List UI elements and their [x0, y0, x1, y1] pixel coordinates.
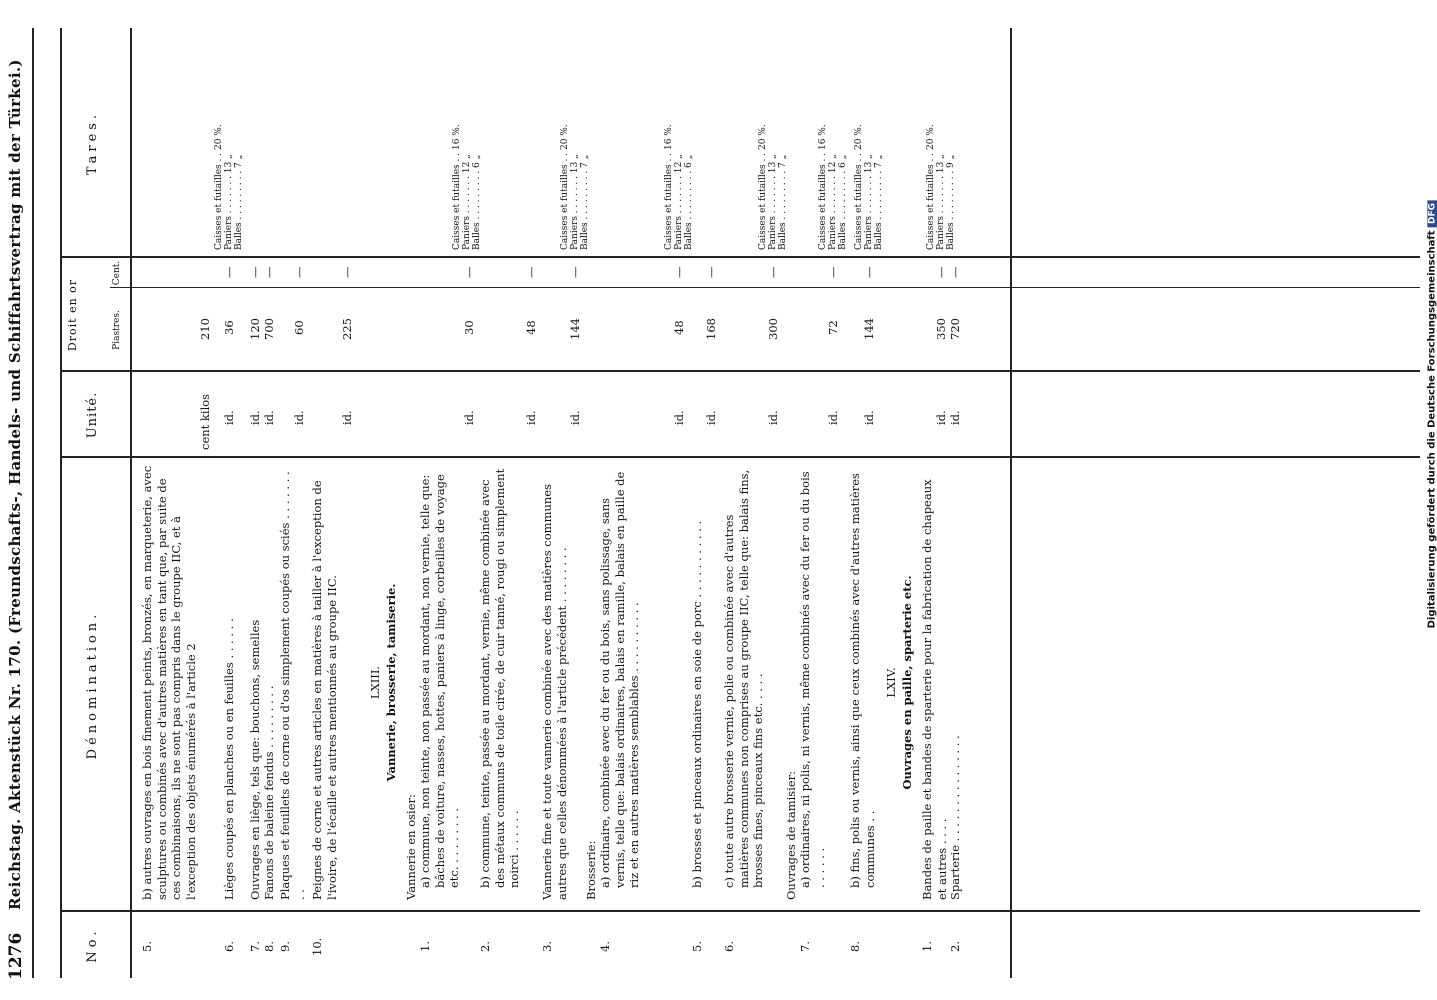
row-piastres: 72	[826, 320, 840, 335]
row-unite: id.	[524, 410, 538, 425]
row-denomination: Plaques et feuillets de corne ou d'os simplement coupés ou sciés . . . . . . . . .	[278, 471, 307, 900]
col-divider-den	[60, 456, 1420, 458]
row-unite: id.	[672, 410, 686, 425]
section-title: Vannerie, brosserie, tamiserie.	[384, 583, 398, 782]
row-denomination: Bandes de paille et bandes de sparterie pour la fabrication de chapeaux et autres . . . .	[920, 479, 949, 900]
table-top-rule	[60, 28, 62, 978]
row-denomination: Peignes de corne et autres articles en matières à tailler à l'exception de l'ivoire, de l'écaille et autres mentionnés au groupe IIC.	[310, 480, 339, 900]
row-denomination: a) commune, non teinte, non passée au mordant, non vernie, telle que: bâches de voiture, nasses, hottes, paniers à linge, corbeilles de voyage etc. . . . . . . . .	[418, 474, 461, 888]
row-no: 5.	[140, 941, 154, 952]
table-bottom-rule	[1010, 28, 1012, 978]
section-intro: Vannerie en osier:	[404, 794, 418, 900]
row-piastres: 210	[198, 318, 212, 340]
row-denomination: b) autres ouvrages en bois finement peints, bronzés, en marqueterie, avec sculptures ou combinés avec d'autres matières en tant que, par suite de ces combinaisons, ils ne sont pas compris dans le groupe IIC, et à l'exception des objets énumérés à l'article 2	[140, 465, 198, 900]
row-no: 10.	[310, 937, 324, 956]
row-cent: —	[462, 266, 476, 278]
row-piastres: 144	[568, 318, 582, 340]
col-divider-unite	[60, 370, 1420, 372]
running-head: Reichstag. Aktenstück Nr. 170. (Freundschafts-, Handels- und Schiffahrtsvertrag mit der Türkei.)	[6, 59, 24, 910]
row-unite: id.	[826, 410, 840, 425]
dfg-logo: DFG	[1427, 200, 1437, 227]
row-denomination: Sparterie . . . . . . . . . . . . . . .	[948, 735, 962, 900]
row-cent: —	[934, 266, 948, 278]
row-denomination: c) toute autre brosserie vernie, polie ou combinée avec d'autres matières communes non comprises au groupe IIC, telle que: balais fins, brosses fines, pinceaux fins etc. . . . .	[722, 469, 765, 888]
row-tares: Caisses et futailles . . 20 %. Paniers . . . . . . . 13 „ Balles . . . . . . . . . 7 „	[758, 124, 788, 250]
row-denomination: b) fins, polis ou vernis, ainsi que ceux combinés avec d'autres matières communes . .	[848, 473, 877, 888]
header-droit: Droit en or	[66, 278, 79, 352]
row-cent: —	[568, 266, 582, 278]
row-unite: id.	[934, 410, 948, 425]
row-tares: Caisses et futailles . . 20 %. Paniers . . . . . . . 13 „ Balles . . . . . . . . . 9 „	[926, 124, 956, 250]
row-tares: Caisses et futailles . . 20 %. Paniers . . . . . . . 13 „ Balles . . . . . . . . . 7 „	[560, 124, 590, 250]
row-cent: —	[262, 266, 276, 278]
row-cent: —	[222, 266, 236, 278]
row-piastres: 720	[948, 318, 962, 340]
row-unite: id.	[948, 410, 962, 425]
col-divider-no	[60, 910, 1420, 912]
row-cent: —	[292, 266, 306, 278]
row-denomination: b) brosses et pinceaux ordinaires en soie de porc . . . . . . . . . . .	[690, 520, 704, 888]
row-no: 2.	[948, 941, 962, 952]
row-piastres: 700	[262, 318, 276, 340]
row-no: 7.	[798, 941, 812, 952]
header-unite: Unité.	[85, 391, 100, 439]
row-cent: —	[524, 266, 538, 278]
row-cent: —	[340, 266, 354, 278]
row-no: 8.	[848, 941, 862, 952]
row-cent: —	[704, 266, 718, 278]
row-denomination: Lièges coupés en planches ou en feuilles . . . . . .	[222, 618, 236, 900]
section-title: Ouvrages en paille, sparterie etc.	[900, 575, 914, 790]
digitization-note	[1426, 200, 1437, 628]
row-piastres: 225	[340, 318, 354, 340]
row-no: 6.	[222, 941, 236, 952]
row-unite: cent kilos	[198, 393, 212, 450]
page-number: 1276	[6, 932, 26, 980]
row-no: 4.	[598, 941, 612, 952]
row-tares: Caisses et futailles . . 16 %. Paniers . . . . . . . 12 „ Balles . . . . . . . . . 6 „	[818, 124, 848, 250]
row-piastres: 144	[862, 318, 876, 340]
row-cent: —	[862, 266, 876, 278]
row-no: 6.	[722, 941, 736, 952]
row-piastres: 60	[292, 320, 306, 335]
row-unite: id.	[340, 410, 354, 425]
row-piastres: 30	[462, 320, 476, 335]
row-tares: Caisses et futailles . . 20 %. Paniers . . . . . . . 13 „ Balles . . . . . . . . . 7 „	[214, 124, 244, 250]
subsection-label: Brosserie:	[584, 840, 598, 900]
row-denomination: a) ordinaires, ni polis, ni vernis, même combinés avec du fer ou du bois . . . . . .	[798, 471, 827, 888]
digitization-text: Digitalisierung gefördert durch die Deutsche Forschungsgemeinschaft	[1426, 230, 1437, 629]
row-unite: id.	[568, 410, 582, 425]
row-tares: Caisses et futailles . . 16 %. Paniers . . . . . . . 12 „ Balles . . . . . . . . . 6 „	[664, 124, 694, 250]
row-piastres: 36	[222, 320, 236, 335]
row-unite: id.	[862, 410, 876, 425]
row-piastres: 48	[672, 320, 686, 335]
row-cent: —	[248, 266, 262, 278]
row-no: 5.	[690, 941, 704, 952]
row-tares: Caisses et futailles . . 20 %. Paniers . . . . . . . 13 „ Balles . . . . . . . . . 7 „	[854, 124, 884, 250]
row-unite: id.	[704, 410, 718, 425]
row-cent: —	[948, 266, 962, 278]
section-number: LXIV.	[884, 667, 898, 698]
subsection-label: Ouvrages de tamisier:	[784, 770, 798, 900]
col-divider-cent	[110, 287, 1420, 288]
row-no: 1.	[920, 941, 934, 952]
row-piastres: 168	[704, 318, 718, 340]
row-unite: id.	[292, 410, 306, 425]
header-piastres: Piastres.	[112, 310, 122, 350]
row-no: 7.	[248, 941, 262, 952]
header-denomination: Dénomination.	[85, 610, 100, 760]
row-piastres: 48	[524, 320, 538, 335]
row-denomination: Fanons de baleine fendus . . . . . . . . .	[262, 685, 276, 900]
row-unite: id.	[462, 410, 476, 425]
row-piastres: 350	[934, 318, 948, 340]
row-no: 2.	[478, 941, 492, 952]
row-denomination: Vannerie fine et toute vannerie combinée avec des matières communes autres que celles dénommées à l'article précédent . . . . . . . .	[540, 483, 569, 900]
table-header-rule	[130, 28, 132, 978]
header-rule	[32, 28, 34, 978]
row-unite: id.	[222, 410, 236, 425]
row-no: 3.	[540, 941, 554, 952]
header-cent: Cent.	[112, 260, 122, 286]
row-unite: id.	[262, 410, 276, 425]
header-tares: Tares.	[85, 110, 100, 176]
row-denomination: a) ordinaire, combinée avec du fer ou du bois, sans polissage, sans vernis, telle que: balais ordinaires, balais en ramille, balais en paille de riz et en autres matières semblables . . . . . . . . . .	[598, 471, 641, 888]
row-cent: —	[672, 266, 686, 278]
row-no: 8.	[262, 941, 276, 952]
row-cent: —	[826, 266, 840, 278]
row-no: 9.	[278, 941, 292, 952]
row-unite: id.	[248, 410, 262, 425]
row-unite: id.	[766, 410, 780, 425]
row-denomination: Ouvrages en liège, tels que: bouchons, semelles	[248, 619, 262, 900]
row-tares: Caisses et futailles . . 16 %. Paniers . . . . . . . 12 „ Balles . . . . . . . . . 6 „	[452, 124, 482, 250]
row-no: 1.	[418, 941, 432, 952]
col-divider-droit	[60, 256, 1420, 258]
row-piastres: 120	[248, 318, 262, 340]
section-number: LXIII.	[368, 665, 382, 700]
row-cent: —	[766, 266, 780, 278]
row-denomination: b) commune, teinte, passée au mordant, vernie, même combinée avec des métaux communs de toile cirée, de cuir tanné, rougi ou simplement noirci . . . . . .	[478, 468, 521, 888]
header-no: No.	[85, 927, 100, 963]
row-piastres: 300	[766, 318, 780, 340]
